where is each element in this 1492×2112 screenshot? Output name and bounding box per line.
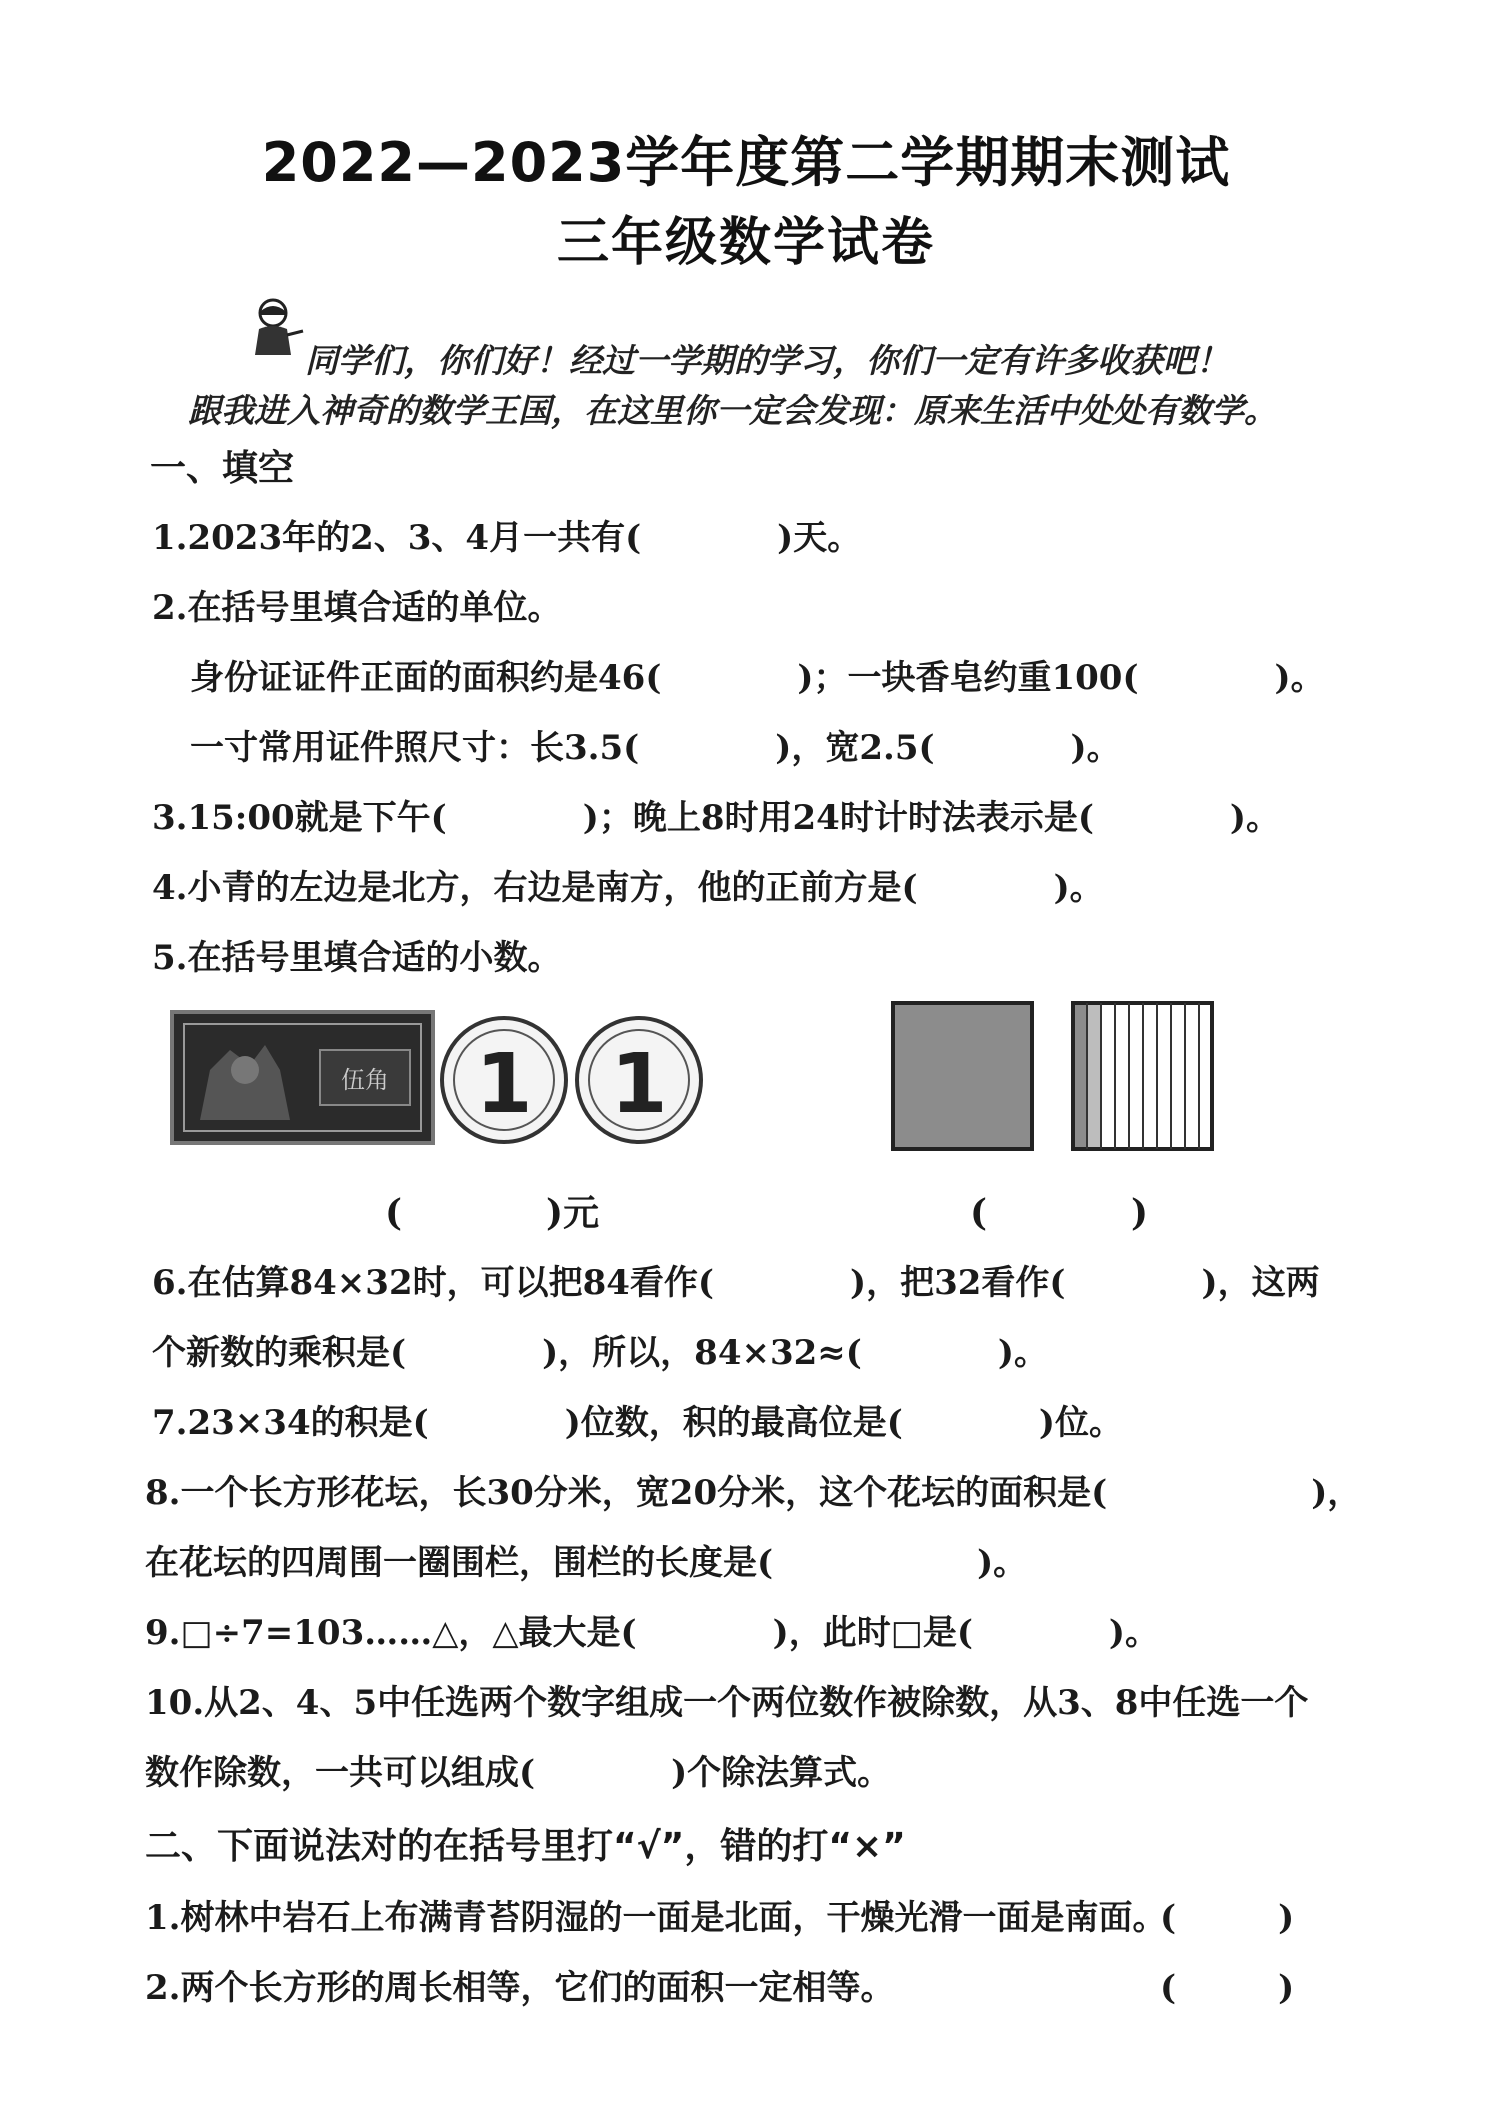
judgment-1-bracket[interactable]: ( ) — [1160, 1898, 1295, 1938]
question-2a: 身份证证件正面的面积约是46( )；一块香皂约重100( )。 — [190, 658, 1325, 698]
question-7: 7.23×34的积是( )位数，积的最高位是( )位。 — [152, 1403, 1123, 1443]
question-10b: 数作除数，一共可以组成( )个除法算式。 — [145, 1753, 892, 1793]
question-9: 9.□÷7=103……△，△最大是( )，此时□是( )。 — [145, 1613, 1159, 1653]
banknote-denomination: 伍角 — [341, 1066, 389, 1094]
judgment-2-bracket[interactable]: ( ) — [1160, 1968, 1295, 2008]
question-8a: 8.一个长方形花坛，长30分米，宽20分米，这个花坛的面积是( )， — [145, 1473, 1362, 1513]
coin-image-2 — [572, 1010, 707, 1150]
coin-image-1 — [437, 1010, 572, 1150]
exam-subtitle: 三年级数学试卷 — [556, 213, 935, 273]
q5-square-answer[interactable]: ( ) — [970, 1192, 1149, 1234]
question-4: 4.小青的左边是北方，右边是南方，他的正前方是( )。 — [152, 868, 1104, 908]
question-2-title: 2.在括号里填合适的单位。 — [152, 588, 562, 628]
banknote-image — [170, 1010, 435, 1145]
question-2b: 一寸常用证件照尺寸：长3.5( )，宽2.5( )。 — [190, 728, 1121, 768]
full-square-figure — [890, 1000, 1035, 1152]
exam-title: 2022—2023学年度第二学期期末测试 — [261, 131, 1231, 194]
judgment-1: 1.树林中岩石上布满青苔阴湿的一面是北面，干燥光滑一面是南面。 — [145, 1898, 1167, 1938]
question-10a: 10.从2、4、5中任选两个数字组成一个两位数作被除数，从3、8中任选一个 — [145, 1683, 1309, 1723]
q5-money-answer[interactable]: ( )元 — [385, 1192, 600, 1234]
intro-line-1: 同学们，你们好！经过一学期的学习，你们一定有许多收获吧！ — [305, 341, 1229, 380]
question-6b: 个新数的乘积是( )，所以，84×32≈( )。 — [152, 1333, 1048, 1373]
tenths-square-figure — [1070, 1000, 1215, 1152]
coin-2-digit: 1 — [610, 1037, 668, 1132]
question-5-title: 5.在括号里填合适的小数。 — [152, 938, 562, 978]
intro-line-2: 跟我进入神奇的数学王国，在这里你一定会发现：原来生活中处处有数学。 — [188, 391, 1277, 430]
coin-1-digit: 1 — [475, 1037, 533, 1132]
question-6a: 6.在估算84×32时，可以把84看作( )，把32看作( )，这两 — [152, 1263, 1320, 1303]
section-2-heading: 二、下面说法对的在括号里打“√”，错的打“×” — [145, 1826, 906, 1867]
mascot-icon — [245, 295, 305, 365]
question-8b: 在花坛的四周围一圈围栏，围栏的长度是( )。 — [145, 1543, 1028, 1583]
judgment-2: 2.两个长方形的周长相等，它们的面积一定相等。 — [145, 1968, 895, 2008]
question-1: 1.2023年的2、3、4月一共有( )天。 — [152, 518, 862, 558]
section-1-heading: 一、填空 — [150, 448, 295, 489]
question-3: 3.15:00就是下午( )；晚上8时用24时计时法表示是( )。 — [152, 798, 1280, 838]
